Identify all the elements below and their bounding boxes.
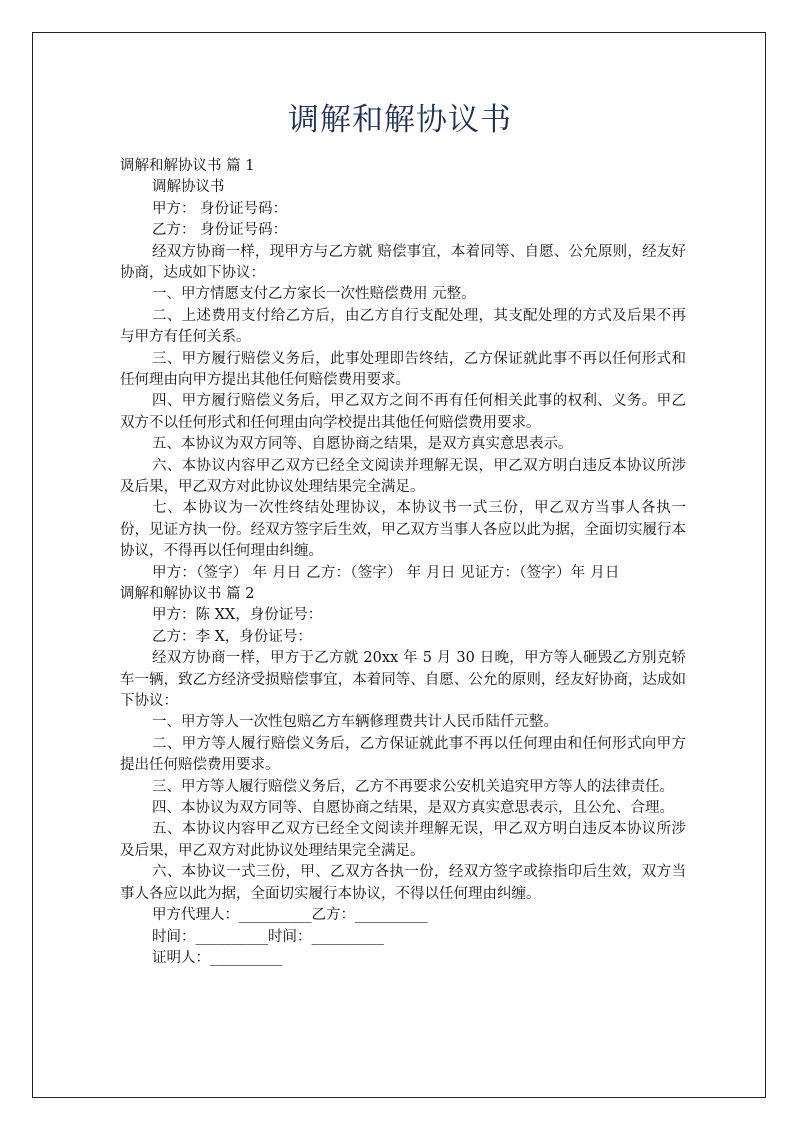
clause-paragraph: 三、甲方等人履行赔偿义务后，乙方不再要求公安机关追究甲方等人的法律责任。 bbox=[152, 778, 674, 795]
clause-paragraph: 四、本协议为双方同等、自愿协商之结果，是双方真实意思表示，且公允、合理。 bbox=[152, 800, 674, 817]
clause-paragraph: 三、甲方履行赔偿义务后，此事处理即告终结，乙方保证就此事不再以任何形式和任何理由向甲方提出其他任何赔偿费用要求。 bbox=[120, 350, 686, 388]
section-subtitle: 调解协议书 bbox=[152, 179, 225, 196]
party-a-line: 甲方：陈 XX，身份证号： bbox=[152, 607, 323, 624]
clause-paragraph: 四、甲方履行赔偿义务后，甲乙双方之间不再有任何相关此事的权利、义务。甲乙双方不以任何形式和任何理由向学校提出其他任何赔偿费用要求。 bbox=[120, 393, 686, 431]
clause-paragraph: 二、甲方等人履行赔偿义务后，乙方保证就此事不再以任何理由和任何形式向甲方提出任何赔偿费用要求。 bbox=[120, 735, 686, 774]
signature-line: 甲方：（签字） 年 月日 乙方：（签字） 年 月日 见证方：（签字）年 月日 bbox=[152, 564, 620, 581]
section-heading-1: 调解和解协议书 篇 1 bbox=[120, 158, 255, 174]
clause-paragraph: 五、本协议内容甲乙双方已经全文阅读并理解无误，甲乙双方明白违反本协议所涉及后果，甲乙双方对此协议处理结果完全满足。 bbox=[120, 821, 686, 859]
party-a-line: 甲方： 身份证号码： bbox=[152, 200, 288, 217]
witness-signature-line: 证明人：__________ bbox=[152, 949, 283, 966]
document-body bbox=[120, 156, 686, 969]
clause-paragraph: 二、上述费用支付给乙方后，由乙方自行支配处理，其支配处理的方式及后果不再与甲方有任何关系。 bbox=[120, 307, 686, 346]
party-b-line: 乙方：李 X，身份证号： bbox=[152, 628, 312, 645]
time-signature-line: 时间：__________时间：__________ bbox=[152, 928, 384, 945]
intro-paragraph: 经双方协商一样，现甲方与乙方就 赔偿事宜，本着同等、自愿、公允原则，经友好协商，达成如下协议： bbox=[120, 243, 686, 281]
clause-paragraph: 七、本协议为一次性终结处理协议，本协议书一式三份，甲乙双方当事人各执一份，见证方执一份。经双方签字后生效，甲乙双方当事人各应以此为据，全面切实履行本协议，不得再以任何理由纠缠。 bbox=[120, 500, 686, 560]
clause-paragraph: 六、本协议一式三份，甲、乙双方各执一份，经双方签字或捺指印后生效，双方当事人各应以此为据，全面切实履行本协议，不得以任何理由纠缠。 bbox=[120, 864, 686, 902]
clause-paragraph: 一、甲方情愿支付乙方家长一次性赔偿费用 元整。 bbox=[152, 286, 476, 303]
document-title: 调解和解协议书 bbox=[288, 102, 512, 138]
section-heading-2: 调解和解协议书 篇 2 bbox=[120, 586, 255, 603]
agent-signature-line: 甲方代理人：__________乙方：__________ bbox=[152, 907, 428, 924]
intro-paragraph: 经双方协商一样，甲方于乙方就 20xx 年 5 月 30 日晚，甲方等人砸毁乙方别克轿车一辆，致乙方经济受损赔偿事宜，本着同等、自愿、公允的原则，经友好协商，达成如下协议： bbox=[120, 650, 686, 710]
clause-paragraph: 一、甲方等人一次性包赔乙方车辆修理费共计人民币陆仟元整。 bbox=[152, 714, 558, 731]
party-b-line: 乙方： 身份证号码： bbox=[152, 222, 288, 239]
clause-paragraph: 五、本协议为双方同等、自愿协商之结果，是双方真实意思表示。 bbox=[152, 436, 573, 453]
clause-paragraph: 六、本协议内容甲乙双方已经全文阅读并理解无误，甲乙双方明白违反本协议所涉及后果，甲乙双方对此协议处理结果完全满足。 bbox=[120, 457, 686, 496]
